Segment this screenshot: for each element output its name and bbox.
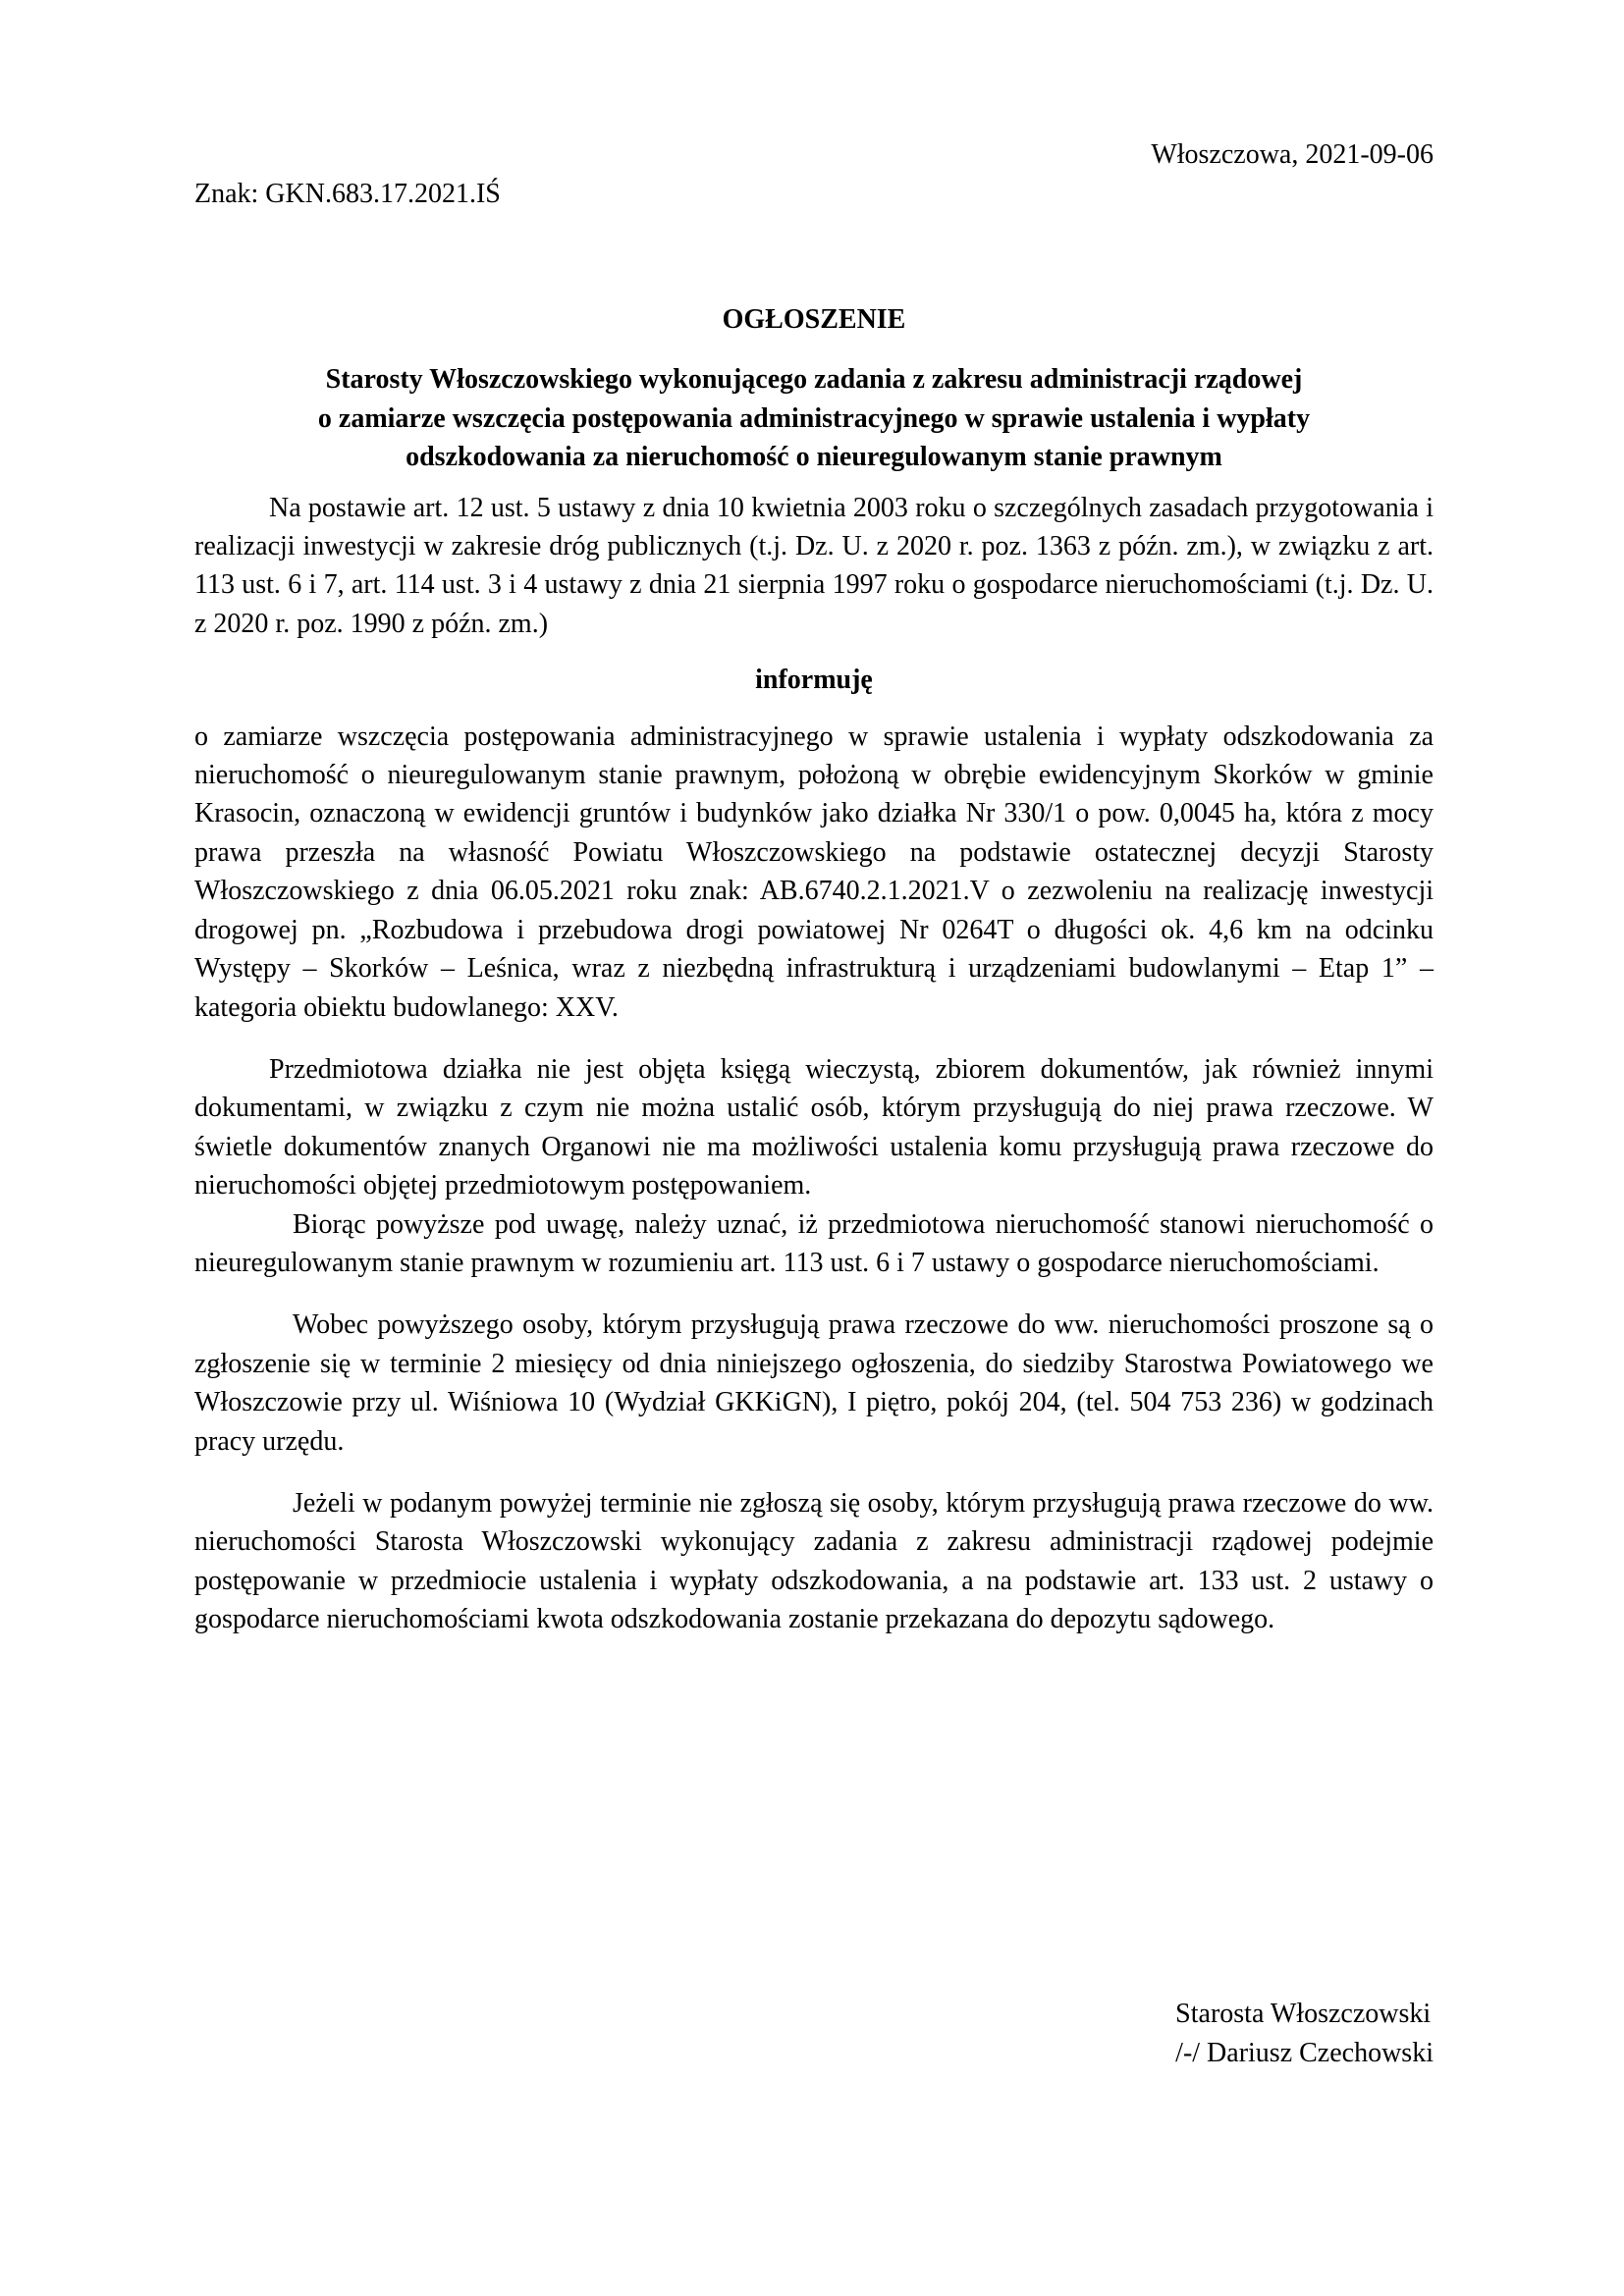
reference-number: Znak: GKN.683.17.2021.IŚ [194, 179, 501, 209]
paragraph-intent: o zamiarze wszczęcia postępowania administracyjnego w sprawie ustalenia i wypłaty odszkodowania za nieruchomość o nieuregulowanym stanie prawnym, położoną w obrębie ewidencyjnym Skorków w gminie Krasocin, oznaczoną w ewidencji gruntów i budynków jako działka Nr 330/1 o pow. 0,0045 ha, która z mocy prawa przeszła na własność Powiatu Włoszczowskiego na podstawie ostatecznej decyzji Starosty Włoszczowskiego z dnia 06.05.2021 roku znak: AB.6740.2.1.2021.V o zezwoleniu na realizację inwestycji drogowej pn. „Rozbudowa i przebudowa drogi powiatowej Nr 0264T o długości ok. 4,6 km na odcinku Występy – Skorków – Leśnica, wraz z niezbędną infrastrukturą i urządzeniami budowlanymi – Etap 1” – kategoria obiektu budowlanego: XXV. [194, 721, 1434, 1023]
signature-block [1175, 1995, 1434, 2073]
document-subtitle [194, 360, 1434, 476]
document-body [194, 300, 1434, 1639]
subtitle-line-1: Starosty Włoszczowskiego wykonującego zadania z zakresu administracji rządowej [325, 364, 1303, 396]
paragraph-no-register: Przedmiotowa działka nie jest objęta księgą wieczystą, zbiorem dokumentów, jak również innymi dokumentami, w związku z czym nie można ustalić osób, którym przysługują do niej prawa rzeczowe. W świetle dokumentów znanych Organowi nie ma możliwości ustalenia komu przysługują prawa rzeczowe do nieruchomości objętej przedmiotowym postępowaniem. [194, 1053, 1434, 1201]
paragraph-call-to-report: Wobec powyższego osoby, którym przysługują prawa rzeczowe do ww. nieruchomości proszone są o zgłoszenie się w terminie 2 miesięcy od dnia niniejszego ogłoszenia, do siedziby Starostwa Powiatowego we Włoszczowie przy ul. Wiśniowa 10 (Wydział GKKiGN), I piętro, pokój 204, (tel. 504 753 236) w godzinach pracy urzędu. [194, 1309, 1434, 1457]
paragraph-consequence: Jeżeli w podanym powyżej terminie nie zgłoszą się osoby, którym przysługują prawa rzeczowe do ww. nieruchomości Starosta Włoszczowski wykonujący zadania z zakresu administracji rządowej podejmie postępowanie w przedmiocie ustalenia i wypłaty odszkodowania, a na podstawie art. 133 ust. 2 ustawy o gospodarce nieruchomościami kwota odszkodowania zostanie przekazana do depozytu sądowego. [194, 1487, 1434, 1635]
place-date: Włoszczowa, 2021-09-06 [1151, 139, 1434, 170]
document-title: OGŁOSZENIE [722, 304, 906, 335]
signatory-title: Starosta Włoszczowski [1175, 1999, 1432, 2029]
paragraph-conclusion: Biorąc powyższe pod uwagę, należy uznać, iż przedmiotowa nieruchomość stanowi nieruchomość o nieuregulowanym stanie prawnym w rozumieniu art. 113 ust. 6 i 7 ustawy o gospodarce nieruchomościami. [194, 1208, 1434, 1278]
subtitle-line-3: odszkodowania za nieruchomość o nieuregulowanym stanie prawnym [406, 442, 1222, 473]
signatory-name: /-/ Dariusz Czechowski [1175, 2038, 1434, 2068]
subtitle-line-2: o zamiarze wszczęcia postępowania administracyjnego w sprawie ustalenia i wypłaty [317, 402, 1311, 434]
informuje-heading: informuję [755, 665, 873, 696]
legal-basis-paragraph: Na postawie art. 12 ust. 5 ustawy z dnia 10 kwietnia 2003 roku o szczególnych zasadach przygotowania i realizacji inwestycji w zakresie dróg publicznych (t.j. Dz. U. z 2020 r. poz. 1363 z późn. zm.), w związku z art. 113 ust. 6 i 7, art. 114 ust. 3 i 4 ustawy z dnia 21 sierpnia 1997 roku o gospodarce nieruchomościami (t.j. Dz. U. z 2020 r. poz. 1990 z późn. zm.) [194, 492, 1434, 639]
